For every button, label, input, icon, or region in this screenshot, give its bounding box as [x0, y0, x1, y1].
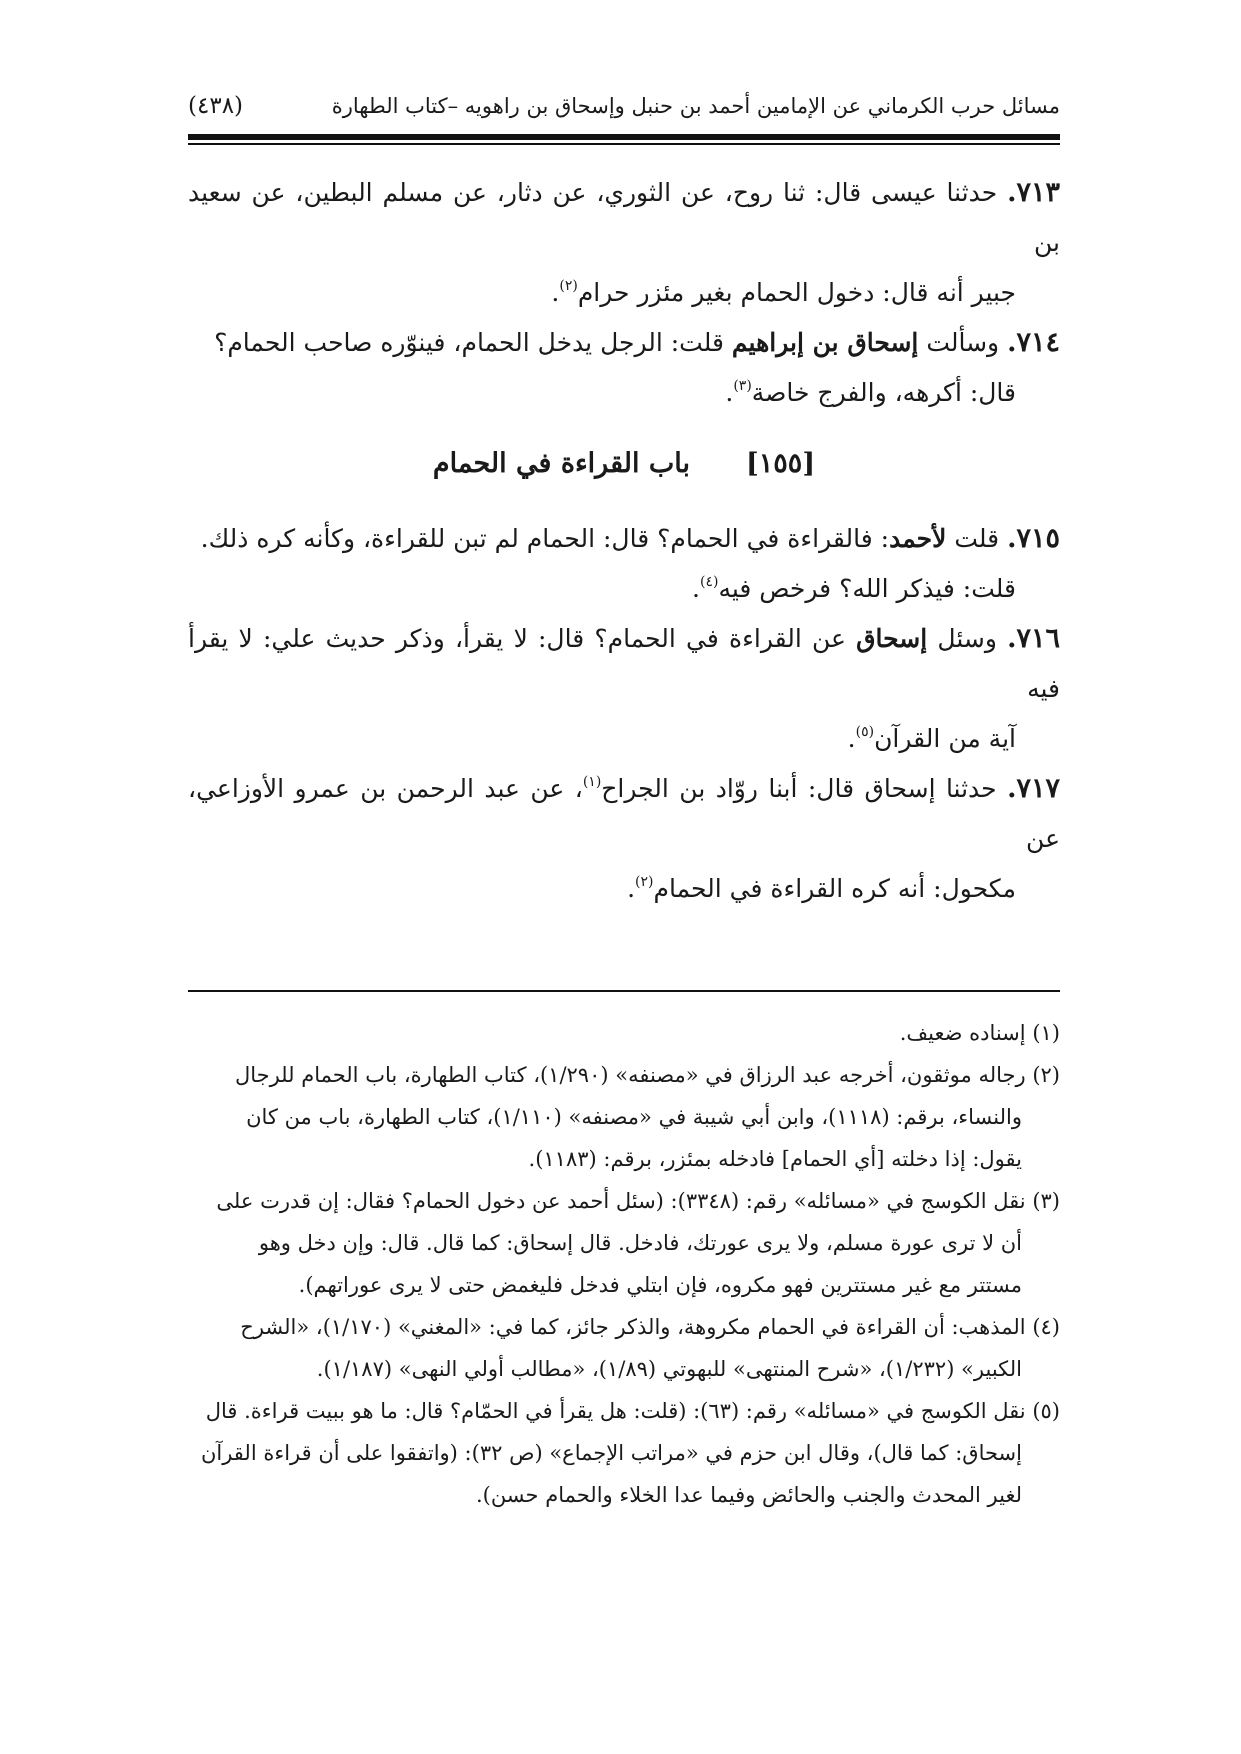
paragraph-number: ٧١٤.: [1007, 327, 1060, 358]
paragraph-text: جبير أنه قال: دخول الحمام بغير مئزر حرام: [577, 278, 1016, 307]
footnote-4: [188, 1306, 1060, 1390]
paragraph-text: قلت: فيذكر الله؟ فرخص فيه: [718, 574, 1016, 603]
paragraph-716: [188, 614, 1060, 764]
footnote-ref[interactable]: (٤): [699, 573, 719, 590]
footnote-1: [188, 1012, 1060, 1054]
footnote-line: والنساء، برقم: (١١١٨)، وابن أبي شيبة في «مصنفه» (١/١١٠)، كتاب الطهارة، باب من كان: [246, 1105, 1022, 1129]
footnote-line: إسناده ضعيف.: [899, 1021, 1026, 1045]
footnote-3: [188, 1180, 1060, 1306]
paragraph-text: قلت: الرجل يدخل الحمام، فينوّره صاحب الحمام؟: [214, 328, 732, 357]
footnote-ref[interactable]: (٢): [635, 873, 654, 890]
paragraph-end: .: [627, 874, 636, 903]
paragraph-number: ٧١٦.: [1007, 623, 1060, 654]
footnote-line: نقل الكوسج في «مسائله» رقم: (٦٣): (قلت: هل يقرأ في الحمّام؟ قال: ما هو ببيت قراءة. قال: [205, 1399, 1026, 1423]
top-paragraphs: [188, 168, 1060, 418]
paragraph-714: [188, 318, 1060, 418]
paragraph-717-line2: [188, 864, 1060, 914]
footnotes: [188, 1012, 1060, 1516]
footnote-ref[interactable]: (٣): [733, 377, 752, 394]
paragraph-text: وسئل: [927, 624, 1008, 653]
footnote-number: (٣): [1032, 1189, 1060, 1213]
paragraph-text: حدثنا عيسى قال: ثنا روح، عن الثوري، عن دثار، عن مسلم البطين، عن سعيد بن: [188, 178, 1060, 257]
footnote-line: الكبير» (١/٢٣٢)، «شرح المنتهى» للبهوتي (١/٨٩)، «مطالب أولي النهى» (١/١٨٧).: [316, 1357, 1022, 1381]
footnote-ref[interactable]: (٢): [559, 277, 578, 294]
paragraph-text: مكحول: أنه كره القراءة في الحمام: [653, 874, 1016, 903]
paragraph-714-line1: [214, 328, 1060, 357]
paragraph-text: وسألت: [918, 328, 1008, 357]
bold-name: لأحمد: [889, 524, 947, 553]
paragraph-end: .: [725, 378, 734, 407]
paragraph-text: ، عن عبد الرحمن بن عمرو الأوزاعي، عن: [188, 774, 1060, 853]
paragraph-715-line1: [201, 524, 1060, 553]
footnote-line: مستتر مع غير مستترين فهو مكروه، فإن ابتلي فدخل فليغمض حتى لا يرى عوراتهم).: [298, 1273, 1022, 1297]
paragraph-number: ٧١٣.: [1007, 177, 1060, 208]
footnote-number: (١): [1032, 1021, 1060, 1045]
footnote-line: أن لا ترى عورة مسلم، ولا يرى عورتك، فادخل. قال إسحاق: كما قال. قال: وإن دخل وهو: [258, 1231, 1022, 1255]
running-header: [188, 86, 1060, 126]
paragraph-number: ٧١٥.: [1007, 523, 1060, 554]
paragraph-714-line2: [188, 368, 1060, 418]
footnote-line: نقل الكوسج في «مسائله» رقم: (٣٣٤٨): (سئل أحمد عن دخول الحمام؟ فقال: إن قدرت على: [216, 1189, 1026, 1213]
footnote-number: (٥): [1032, 1399, 1060, 1423]
paragraph-715-line2: [188, 564, 1060, 614]
footnote-number: (٢): [1032, 1063, 1060, 1087]
footnote-line: لغير المحدث والجنب والحائض وفيما عدا الخلاء والحمام حسن).: [475, 1483, 1022, 1507]
chapter-title: باب القراءة في الحمام: [432, 448, 691, 479]
paragraph-number: ٧١٧.: [1007, 773, 1060, 804]
paragraph-717: [188, 764, 1060, 914]
paragraph-text: : فالقراءة في الحمام؟ قال: الحمام لم تبن للقراءة، وكأنه كره ذلك.: [200, 524, 890, 553]
footnote-ref[interactable]: (٥): [855, 723, 875, 740]
bold-name: إسحاق: [856, 624, 928, 653]
footnote-5: [188, 1390, 1060, 1516]
chapter-number: [١٥٥]: [746, 448, 816, 479]
footnote-line: يقول: إذا دخلته [أي الحمام] فادخله بمئزر، برقم: (١١٨٣).: [528, 1147, 1022, 1171]
header-rule-thick: [188, 134, 1060, 140]
header-rule-thin: [188, 143, 1060, 145]
paragraph-text: قلت: [946, 524, 1008, 553]
paragraph-716-line2: [188, 714, 1060, 764]
paragraph-text: قال: أكرهه، والفرج خاصة: [751, 378, 1016, 407]
paragraph-713: [188, 168, 1060, 318]
paragraph-713-line1: [188, 178, 1060, 257]
footnote-2: [188, 1054, 1060, 1180]
bold-name: إسحاق بن إبراهيم: [731, 328, 919, 357]
footnote-line: إسحاق: كما قال)، وقال ابن حزم في «مراتب الإجماع» (ص ٣٢): (واتفقوا على أن قراءة القرآن: [200, 1441, 1022, 1465]
running-header-title: مسائل حرب الكرماني عن الإمامين أحمد بن حنبل وإسحاق بن راهويه –كتاب الطهارة: [331, 94, 1060, 118]
chapter-heading: [188, 448, 1060, 479]
footnote-ref[interactable]: (١): [582, 773, 602, 790]
bottom-paragraphs: [188, 514, 1060, 914]
footnote-line: رجاله موثقون، أخرجه عبد الرزاق في «مصنفه» (١/٢٩٠)، كتاب الطهارة، باب الحمام للرجال: [234, 1063, 1026, 1087]
paragraph-713-line2: [188, 268, 1060, 318]
book-page: [188, 0, 1060, 1754]
paragraph-end: .: [847, 724, 856, 753]
paragraph-717-line1: [188, 774, 1060, 853]
page-number: (٤٣٨): [188, 93, 244, 119]
paragraph-end: .: [551, 278, 560, 307]
footnote-number: (٤): [1032, 1315, 1060, 1339]
paragraph-text: حدثنا إسحاق قال: أبنا روّاد بن الجراح: [601, 774, 1008, 803]
footnote-separator: [188, 990, 1060, 992]
paragraph-text: آية من القرآن: [874, 724, 1016, 753]
paragraph-text: عن القراءة في الحمام؟ قال: لا يقرأ، وذكر حديث علي: لا يقرأ فيه: [188, 624, 1060, 703]
footnote-line: المذهب: أن القراءة في الحمام مكروهة، والذكر جائز، كما في: «المغني» (١/١٧٠)، «الشرح: [240, 1315, 1026, 1339]
paragraph-716-line1: [188, 624, 1060, 703]
paragraph-end: .: [692, 574, 700, 603]
paragraph-715: [188, 514, 1060, 614]
